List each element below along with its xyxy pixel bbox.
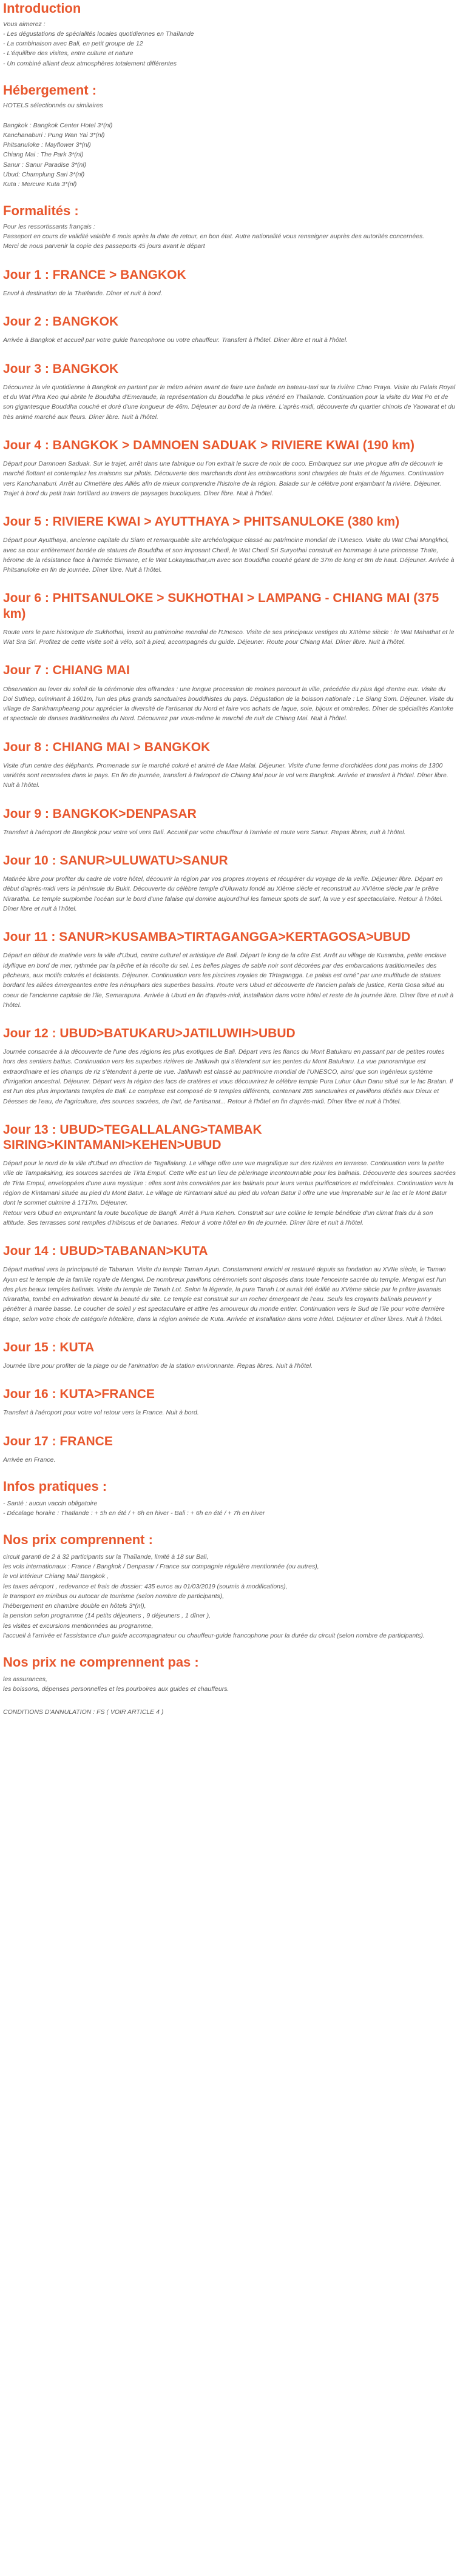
intro-line: - Un combiné alliant deux atmosphères totalement différentes xyxy=(3,59,177,67)
prix-comprend-line: les taxes aéroport , redevance et frais de dossier: 435 euros au 01/03/2019 (soumis à modifications), xyxy=(3,1582,288,1590)
prix-comprend-line: circuit garanti de 2 à 32 participants sur la Thaïlande, limité à 18 sur Bali, xyxy=(3,1553,209,1561)
day-text: Route vers le parc historique de Sukhothai, inscrit au patrimoine mondial de l'Unesco. Visite de ses principaux vestiges du XIIIème siècle : le Wat Mahathat et le Wat Sra Sri. Profitez de cette visite soit à vélo, soit à pied, accompagnés du guide. Déjeuner. Route pour Chiang Mai. Dîner libre. Nuit à l'hôtel. xyxy=(3,628,455,646)
day-title: Jour 12 : UBUD>BATUKARU>JATILUWIH>UBUD xyxy=(3,1026,296,1041)
hotel-line: Ubud: Champlung Sari 3*(nl) xyxy=(3,170,85,178)
prix-ne-comprend-section xyxy=(3,1654,456,1694)
intro-line: - L'équilibre des visites, entre culture et nature xyxy=(3,50,134,58)
day-text: Envol à destination de la Thaïlande. Dîner et nuit à bord. xyxy=(3,289,163,297)
hotels-heading: Hébergement : xyxy=(3,82,97,98)
prix-comprend-section xyxy=(3,1531,456,1641)
day-text: Journée consacrée à la découverte de l'une des régions les plus exotiques de Bali. Départ vers les flancs du Mont Batukaru en passant par de petites routes hors des sentiers battus. Continuation vers les superbes rizières de Jatiluwih qui s'étendent sur les pentes du Mont Batukaru. La vue panoramique est extraordinaire et les champs de riz s'étendent à perte de vue. Jatiluwih est classé au patrimoine mondial de l'UNESCO, ainsi que son ingénieux système d'irrigation ancestral. Déjeuner. Départ vers la région des lacs de cratères et vous découvrirez le célèbre temple Pura Luhur Ulun Danu situé sur le lac Bratan. Il est l'un des plus importants temples de Bali. Le complexe est composé de 9 temples différents, contenant 285 sanctuaires et pavillons dédiés aux Dieux et Déesses de l'eau, de l'agriculture, des sources sacrées, de l'art, de l'artisanat... Retour à l'hôtel en fin d'après-midi. Dîner libre et nuit à l'hôtel. xyxy=(3,1048,453,1105)
formalites-line: Merci de nous parvenir la copie des passeports 45 jours avant le départ xyxy=(3,243,205,250)
day-title: Jour 1 : FRANCE > BANGKOK xyxy=(3,267,186,282)
formalites-heading: Formalités : xyxy=(3,203,79,219)
prix-ne-comprend-heading: Nos prix ne comprennent pas : xyxy=(3,1654,199,1670)
hotels-subtitle: HOTELS sélectionnés ou similaires xyxy=(3,102,103,110)
itinerary xyxy=(3,267,456,1465)
day-block xyxy=(3,853,456,914)
day-title: Jour 14 : UBUD>TABANAN>KUTA xyxy=(3,1244,208,1259)
day-title: Jour 8 : CHIANG MAI > BANGKOK xyxy=(3,740,211,754)
prix-comprend-heading: Nos prix comprennent : xyxy=(3,1532,153,1548)
day-title: Jour 10 : SANUR>ULUWATU>SANUR xyxy=(3,854,228,868)
prix-comprend-line: les vols internationaux : France / Bangkok / Denpasar / France sur compagnie régulière mentionnée (ou autres), xyxy=(3,1562,319,1570)
conditions-annulation: CONDITIONS D'ANNULATION : FS ( VOIR ARTICLE 4 ) xyxy=(3,1708,164,1716)
intro-line: Vous aimerez : xyxy=(3,20,46,28)
infos-heading: Infos pratiques : xyxy=(3,1479,107,1494)
day-block xyxy=(3,1340,456,1371)
day-text: Départ matinal vers la principauté de Tabanan. Visite du temple Taman Ayun. Constamment enrichi et restauré depuis sa fondation au XVIIe siècle, le Taman Ayun est le temple de la famille royale de Mengwi. De nombreux pavillons cérémoniels sont disposés dans toute l'enceinte sacrée du temple. Mengwi est l'un des plus beaux temples balinais. Visite du temple de Tanah Lot. Selon la légende, la pura Tanah Lot aurait été édifié au XVème siècle par le prêtre javanais Niraratha, tombé en admiration devant la beauté du site. Le temple est construit sur un rocher émergeant de l'eau. Seuls les croyants balinais peuvent y pénétrer à marée basse. Le coucher de soleil y est spectaculaire et attire les amoureux du monde entier. Continuation vers le Sud de l'île pour votre dernière étape, selon votre choix de catégorie hôtelière, dans la région animée de Kuta. Arrivée et installation dans votre hôtel. Déjeuner et dîner libres. Nuit à l'hôtel. xyxy=(3,1266,446,1323)
intro-line: - Les dégustations de spécialités locales quotidiennes en Thaïlande xyxy=(3,30,194,38)
day-title: Jour 6 : PHITSANULOKE > SUKHOTHAI > LAMPANG - CHIANG MAI (375 km) xyxy=(3,591,439,621)
day-text: Départ pour le nord de la ville d'Ubud en direction de Tegallalang. Le village offre une vue magnifique sur des rizières en terrasse. Continuation vers la petite ville de Tampaksiring, les sources sacrées de Tirta Empul. Cette ville est un lieu de pèlerinage incontournable pour les balinais. Découverte des sources sacrées de Tirta Empul, enveloppées d'une aura mystique : elles sont très convoitées par les balinais pour leurs vertus purificatrices et médicinales. Continuation vers la région de Kintamani située au pied du Mont Batur. Le village de Kintamani situé au pied du volcan Batur il offre une vue imprenable sur le lac et le Mont Batur dont le sommet culmine à 1717m. Déjeuner. Retour vers Ubud en empruntant la route bucolique de Bangli. Arrêt à Pura Kehen. Construit sur une colline le temple bénéficie d'un climat frais du à son altitude. Ses terrasses sont remplies d'hibiscus et de bananes. Retour à votre hôtel en fin de journée. Dîner libre et nuit à l'hôtel. xyxy=(3,1160,456,1226)
prix-ne-comprend-line: les assurances, xyxy=(3,1675,47,1683)
day-text: Observation au lever du soleil de la cérémonie des offrandes : une longue procession de moines parcourt la ville, précédée du plus âgé d'entre eux. Visite du Doi Suthep, culminant à 1601m, l'un des plus grands sanctuaires bouddhistes du pays. Dégustation de la boisson nationale : Le Siang Som. Déjeuner. Visite du village de Sankhampheang pour apprécier la diversité de l'artisanat du Nord et faire vos achats de laque, soie, bijoux et ombrelles. Dîner de spécialités Kantoke et spectacle de danses traditionnelles du Nord. Découvrez par vous-même le marché de nuit de Chiang Mai. Nuit à l'hôtel. xyxy=(3,685,454,723)
day-text: Arrivée en France. xyxy=(3,1456,56,1464)
day-text: Transfert à l'aéroport pour votre vol retour vers la France. Nuit à bord. xyxy=(3,1409,199,1417)
prix-comprend-line: les visites et excursions mentionnées au programme, xyxy=(3,1622,154,1630)
intro-line: - La combinaison avec Bali, en petit groupe de 12 xyxy=(3,40,143,48)
day-title: Jour 7 : CHIANG MAI xyxy=(3,663,130,678)
infos-section xyxy=(3,1478,456,1518)
day-block xyxy=(3,267,456,298)
day-text: Visite d'un centre des éléphants. Promenade sur le marché coloré et animé de Mae Malai. Déjeuner. Visite d'une ferme d'orchidées dont pas moins de 1300 variétés sont recensées dans le pays. En fin de journée, transfert à l'aéroport de Chiang Mai pour le vol vers Bangkok. Arrivée et transfert à l'hôtel. Dîner libre. Nuit à l'hôtel. xyxy=(3,761,448,789)
day-block xyxy=(3,1387,456,1417)
day-block xyxy=(3,514,456,575)
day-text: Départ pour Ayutthaya, ancienne capitale du Siam et remarquable site archéologique classé au patrimoine mondial de l'Unesco. Visite du Wat Chai Mongkhol, avec sa cour entièrement bordée de statues de Bouddha et son imposant Chedi, le Wat Chedi Sri Suryothai construit en hommage à une princesse Thaïe, héroïne de la résistance face à l'armée Birmane, et le Wat Lokayasuthar,un avec son Bouddha couché géant de 37m de long et 8m de haut. Déjeuner. Arrivée à Phitsanuloke en fin de journée. Dîner libre. Nuit à l'hôtel. xyxy=(3,537,455,574)
day-block xyxy=(3,663,456,723)
day-text: Départ pour Damnoen Saduak. Sur le trajet, arrêt dans une fabrique ou l'on extrait le sucre de noix de coco. Embarquez sur une pirogue afin de découvrir le marché flottant et contemplez les maisons sur pilotis. Découverte des marchands dont les embarcations sont chargées de fruits et de légumes. Continuation vers Kanchanaburi. Arrêt au Cimetière des Alliés afin de mieux comprendre l'histoire de la région. Balade sur le célèbre pont enjambant la rivière. Déjeuner. Trajet à bord du petit train tortillard au travers de paysages bucoliques. Dîner libre. Nuit à l'hôtel. xyxy=(3,460,444,497)
prix-comprend-line: l'hébergement en chambre double en hôtels 3*(nl), xyxy=(3,1602,146,1610)
day-text: Transfert à l'aéroport de Bangkok pour votre vol vers Bali. Accueil par votre chauffeur à l'arrivée et route vers Sanur. Repas libres, nuit à l'hôtel. xyxy=(3,828,406,836)
intro-section xyxy=(3,0,456,69)
day-text: Matinée libre pour profiter du cadre de votre hôtel, découvrir la région par vos propres moyens et récupérer du voyage de la veille. Déjeuner libre. Départ en début d'après-midi vers la péninsule du Bukit. Découverte du célèbre temple d'Uluwatu fondé au XIème siècle et reconstruit au XVIème siècle par le prêtre Niraratha. Le temple surplombe l'océan sur le bord d'une falaise qui domine aujourd'hui les fameux spots de surf, la vue y est spectaculaire. Retour à l'hôtel. Dîner libre et nuit à l'hôtel. xyxy=(3,875,443,912)
formalites-line: Pour les ressortissants français : xyxy=(3,222,95,230)
day-title: Jour 9 : BANGKOK>DENPASAR xyxy=(3,806,197,821)
day-block xyxy=(3,314,456,345)
day-title: Jour 11 : SANUR>KUSAMBA>TIRTAGANGGA>KERTAGOSA>UBUD xyxy=(3,930,411,945)
prix-comprend-line: le vol intérieur Chiang Mai/ Bangkok , xyxy=(3,1573,109,1581)
day-block xyxy=(3,806,456,837)
day-block xyxy=(3,1122,456,1228)
day-block xyxy=(3,929,456,1010)
day-text: Départ en début de matinée vers la ville d'Ubud, centre culturel et artistique de Bali. Départ le long de la côte Est. Arrêt au village de Kusamba, petite enclave idyllique en bord de mer, rythmée par la pêche et la récolte du sel. Les belles plages de sable noir sont décorées par des embarcations traditionnelles des pêcheurs, aux motifs colorés et éclatants. Déjeuner. Continuation vers les piscines royales de Tirtagangga. Le palais est orné" par une multitude de statues bordant les allées émergeantes entre les nénuphars des superbes bassins. Route vers Ubud et découverte de l'ancien palais de justice, Kerta Gosa situé au coeur de l'ancienne capitale de l'île, Semarapura. Arrivée à Ubud en fin d'après-midi, installation dans votre hôtel et reste de la journée libre. Dîner libre et nuit à l'hôtel. xyxy=(3,952,454,1009)
day-title: Jour 17 : FRANCE xyxy=(3,1434,113,1448)
hotel-line: Kanchanaburi : Pung Wan Yai 3*(nl) xyxy=(3,131,105,139)
day-title: Jour 16 : KUTA>FRANCE xyxy=(3,1387,155,1402)
hotel-line: Phitsanuloke : Mayflower 3*(nl) xyxy=(3,141,91,149)
formalites-section xyxy=(3,202,456,251)
hotel-line: Sanur : Sanur Paradise 3*(nl) xyxy=(3,161,87,169)
day-text: Journée libre pour profiter de la plage ou de l'animation de la station environnante. Repas libres. Nuit à l'hôtel. xyxy=(3,1362,313,1370)
prix-comprend-line: la pension selon programme (14 petits déjeuners , 9 déjeuners , 1 dîner ), xyxy=(3,1612,211,1620)
hotel-line: Chiang Mai : The Park 3*(nl) xyxy=(3,151,84,159)
day-block xyxy=(3,361,456,422)
day-block xyxy=(3,1243,456,1324)
prix-comprend-line: l'accueil à l'arrivée et l'assistance d'un guide accompagnateur ou chauffeur-guide francophone pour la durée du circuit (selon nombre de participants). xyxy=(3,1631,425,1639)
prix-comprend-line: le transport en minibus ou autocar de tourisme (selon nombre de participants), xyxy=(3,1592,225,1600)
intro-heading: Introduction xyxy=(3,1,81,16)
prix-ne-comprend-line: les boissons, dépenses personnelles et les pourboires aux guides et chauffeurs. xyxy=(3,1685,229,1693)
day-block xyxy=(3,590,456,647)
day-text: Découvrez la vie quotidienne à Bangkok en partant par le métro aérien avant de faire une balade en bateau-taxi sur la rivière Chao Praya. Visite du Palais Royal et du Wat Phra Keo qui abrite le Bouddha d'Emeraude, la représentation du Bouddha le plus vénéré en Thaïlande. Continuation pour la visite du Wat Po et de son gigantesque Bouddha couché et doré d'une longueur de 46m. Déjeuner au bord de la rivière. L'après-midi, découverte du quartier chinois de Yaowarat et du très animé marché aux fleurs. Dîner libre. Nuit à l'hôtel. xyxy=(3,383,456,421)
day-title: Jour 13 : UBUD>TEGALLALANG>TAMBAK SIRING>KINTAMANI>KEHEN>UBUD xyxy=(3,1122,262,1152)
day-title: Jour 15 : KUTA xyxy=(3,1340,95,1354)
hotels-section xyxy=(3,82,456,190)
day-block xyxy=(3,1026,456,1106)
day-title: Jour 2 : BANGKOK xyxy=(3,315,119,329)
infos-line: - Santé : aucun vaccin obligatoire xyxy=(3,1499,98,1507)
day-block xyxy=(3,740,456,791)
infos-line: - Décalage horaire : Thaïlande : + 5h en été / + 6h en hiver - Bali : + 6h en été / + 7h en hiver xyxy=(3,1509,265,1517)
formalites-line: Passeport en cours de validité valable 6 mois après la date de retour, en bon état. Autre nationalité vous renseigner auprès des autorités concernées. xyxy=(3,233,425,241)
day-title: Jour 4 : BANGKOK > DAMNOEN SADUAK > RIVIERE KWAI (190 km) xyxy=(3,438,414,452)
day-block xyxy=(3,1434,456,1465)
day-title: Jour 5 : RIVIERE KWAI > AYUTTHAYA > PHITSANULOKE (380 km) xyxy=(3,515,400,529)
day-block xyxy=(3,438,456,498)
hotel-line: Bangkok : Bangkok Center Hotel 3*(nl) xyxy=(3,121,113,129)
day-text: Arrivée à Bangkok et accueil par votre guide francophone ou votre chauffeur. Transfert à l'hôtel. Dîner libre et nuit à l'hôtel. xyxy=(3,336,348,344)
day-title: Jour 3 : BANGKOK xyxy=(3,361,119,376)
hotel-line: Kuta : Mercure Kuta 3*(nl) xyxy=(3,181,77,189)
